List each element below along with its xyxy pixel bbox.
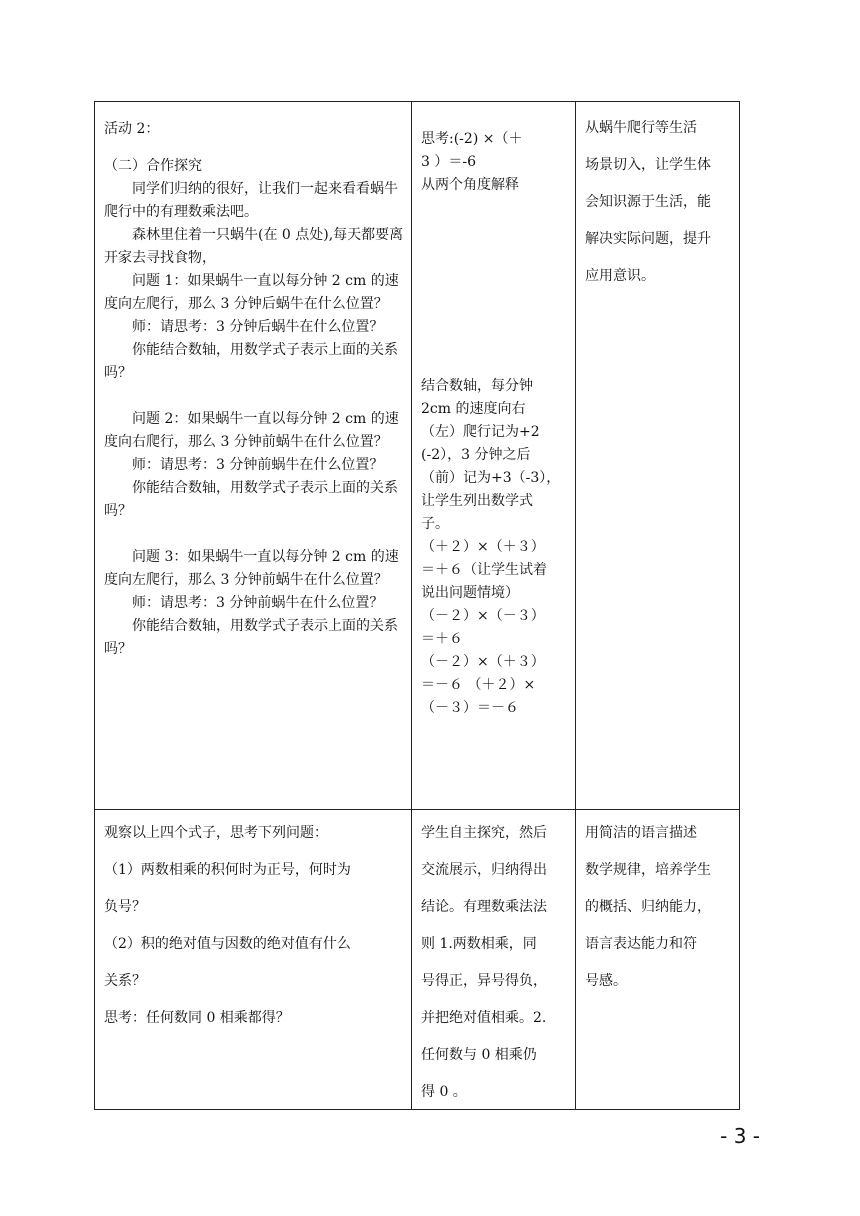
column-divider xyxy=(411,102,412,1109)
text-line: （1）两数相乘的积何时为正号，何时为 xyxy=(104,862,351,878)
text-line: 观察以上四个式子，思考下列问题： xyxy=(104,825,328,841)
row2-student-cell xyxy=(421,815,571,1111)
row1-student-cell-bottom xyxy=(421,375,573,720)
text-line: 结论。有理数乘法法 xyxy=(421,899,547,915)
formula-line: ＝－６ （＋２）× xyxy=(421,677,536,693)
column-divider xyxy=(575,102,576,1109)
text-line: 从两个角度解释 xyxy=(421,177,519,193)
text-line: 并把绝对值相乘。2. xyxy=(421,1010,547,1026)
lesson-table xyxy=(94,101,740,1110)
text-line: 得 0 。 xyxy=(421,1084,467,1100)
text-line: 3 ）＝-6 xyxy=(421,154,476,170)
text-line: 用简洁的语言描述 xyxy=(585,825,697,841)
paragraph: 森林里住着一只蜗牛(在 0 点处),每天都要离开家去寻找食物， xyxy=(104,227,404,266)
row2-intent-cell xyxy=(585,815,735,1000)
text-line: 负号？ xyxy=(104,899,146,915)
activity-title: 活动 2： xyxy=(104,121,160,137)
text-line: (-2），3 分钟之后 xyxy=(421,447,531,463)
text-line: 交流展示，归纳得出 xyxy=(421,862,547,878)
text-line: 思考：任何数同 0 相乘都得？ xyxy=(104,1010,290,1026)
teacher-prompt: 师：请思考：3 分钟前蜗牛在什么位置？ xyxy=(132,457,384,473)
text-line: 号得正，异号得负， xyxy=(421,973,547,989)
text-line: 解决实际问题，提升 xyxy=(585,231,711,247)
row1-intent-cell xyxy=(585,110,735,295)
formula-line: （－２）×（－３） xyxy=(421,608,545,624)
section-heading: （二）合作探究 xyxy=(104,158,202,174)
text-line: 思考:(-2) ×（＋ xyxy=(421,131,523,147)
text-line: 从蜗牛爬行等生活 xyxy=(585,120,697,136)
paragraph: 你能结合数轴，用数学式子表示上面的关系吗？ xyxy=(104,342,398,381)
text-line: 的概括、归纳能力， xyxy=(585,899,711,915)
page-number: - 3 - xyxy=(720,1124,760,1148)
row-divider xyxy=(95,809,739,810)
text-line: 数学规律，培养学生 xyxy=(585,862,711,878)
text-line: （前）记为+3（-3）， xyxy=(421,470,561,486)
text-line: 任何数与 0 相乘仍 xyxy=(421,1047,537,1063)
text-line: 说出问题情境） xyxy=(421,585,519,601)
teacher-prompt: 师：请思考：3 分钟后蜗牛在什么位置？ xyxy=(132,319,384,335)
row1-activity-cell xyxy=(104,118,405,661)
formula-line: （－３）＝－６ xyxy=(421,700,519,716)
text-line: 会知识源于生活，能 xyxy=(585,194,711,210)
text-line: 学生自主探究，然后 xyxy=(421,825,547,841)
formula-line: ＝＋６ xyxy=(421,631,463,647)
text-line: 号感。 xyxy=(585,973,627,989)
text-line: 则 1.两数相乘，同 xyxy=(421,936,537,952)
text-line: 结合数轴，每分钟 xyxy=(421,378,533,394)
formula-line: （＋２）×（＋３） xyxy=(421,539,545,555)
paragraph: 你能结合数轴，用数学式子表示上面的关系吗？ xyxy=(104,480,398,519)
text-line: （左）爬行记为+2 xyxy=(421,424,540,440)
text-line: 子。 xyxy=(421,516,449,532)
formula-line: （－２）×（＋３） xyxy=(421,654,545,670)
row1-student-cell-top xyxy=(421,128,571,197)
row2-activity-cell xyxy=(104,815,409,1037)
question-2: 问题 2：如果蜗牛一直以每分钟 2 cm 的速度向右爬行，那么 3 分钟前蜗牛在什么位置？ xyxy=(104,411,399,450)
text-line: 关系？ xyxy=(104,973,146,989)
formula-line: ＝＋６（让学生试着 xyxy=(421,562,547,578)
paragraph: 你能结合数轴，用数学式子表示上面的关系吗？ xyxy=(104,618,398,657)
teacher-prompt: 师：请思考：3 分钟前蜗牛在什么位置？ xyxy=(132,595,384,611)
text-line: 场景切入，让学生体 xyxy=(585,157,711,173)
text-line: 应用意识。 xyxy=(585,268,655,284)
text-line: 2cm 的速度向右 xyxy=(421,401,526,417)
text-line: （2）积的绝对值与因数的绝对值有什么 xyxy=(104,936,351,952)
question-3: 问题 3：如果蜗牛一直以每分钟 2 cm 的速度向左爬行，那么 3 分钟前蜗牛在什么位置？ xyxy=(104,549,399,588)
text-line: 让学生列出数学式 xyxy=(421,493,533,509)
text-line: 语言表达能力和符 xyxy=(585,936,697,952)
question-1: 问题 1：如果蜗牛一直以每分钟 2 cm 的速度向左爬行，那么 3 分钟后蜗牛在什么位置？ xyxy=(104,273,399,312)
paragraph: 同学们归纳的很好，让我们一起来看看蜗牛爬行中的有理数乘法吧。 xyxy=(104,181,398,220)
